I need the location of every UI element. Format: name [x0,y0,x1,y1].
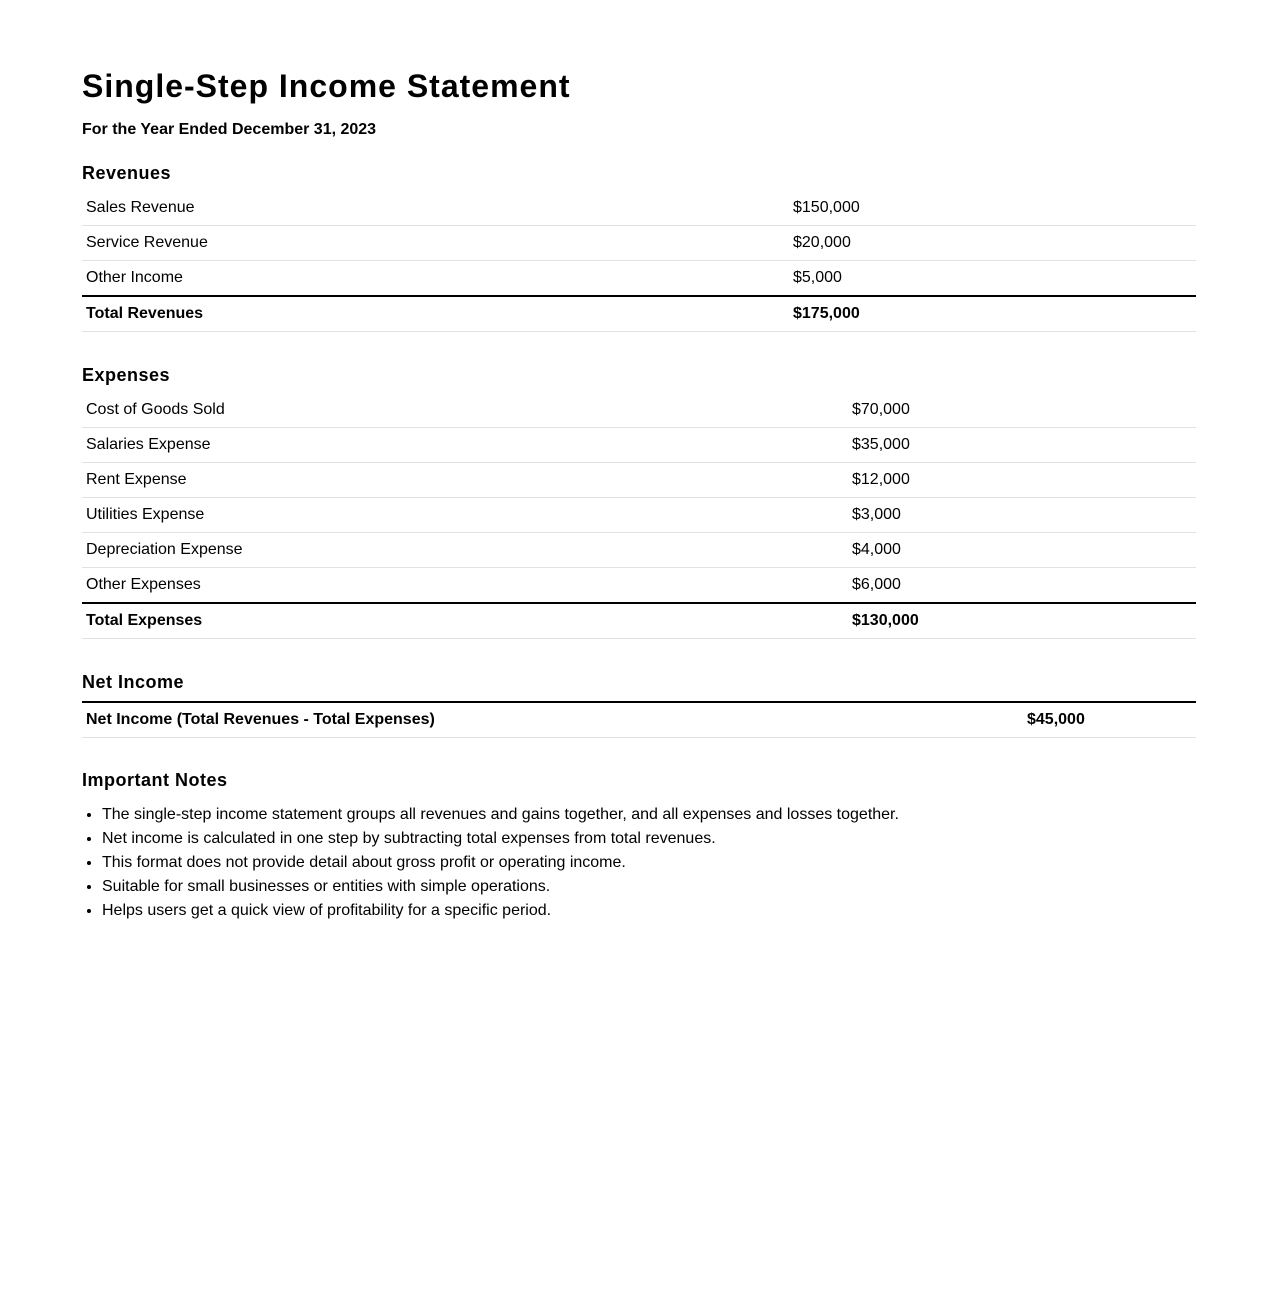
net-income-amount: $45,000 [1023,702,1196,738]
revenue-label: Service Revenue [82,226,789,261]
expense-amount: $70,000 [848,393,1196,428]
table-row [82,393,1196,428]
expense-label: Depreciation Expense [82,533,848,568]
table-row [82,428,1196,463]
total-expenses-amount: $130,000 [848,603,1196,639]
list-item: • The single-step income statement groups all revenues and gains together, and all expenses and losses together. [102,803,899,827]
revenue-label: Sales Revenue [82,191,789,226]
period-subtitle: For the Year Ended December 31, 2023 [82,121,377,138]
net-income-table [82,701,1196,738]
table-row [82,463,1196,498]
list-item: • Suitable for small businesses or entities with simple operations. [102,875,899,899]
expense-label: Rent Expense [82,463,848,498]
expense-label: Other Expenses [82,568,848,604]
expense-label: Salaries Expense [82,428,848,463]
expense-amount: $3,000 [848,498,1196,533]
revenue-amount: $5,000 [789,261,1196,297]
total-expenses-row [82,603,1196,639]
list-item: • This format does not provide detail about gross profit or operating income. [102,851,899,875]
table-row [82,261,1196,297]
table-row [82,568,1196,604]
table-row [82,191,1196,226]
total-revenues-label: Total Revenues [82,296,789,332]
expense-amount: $6,000 [848,568,1196,604]
total-expenses-label: Total Expenses [82,603,848,639]
table-row [82,533,1196,568]
expense-label: Cost of Goods Sold [82,393,848,428]
table-row [82,226,1196,261]
expense-label: Utilities Expense [82,498,848,533]
net-income-row [82,702,1196,738]
expense-amount: $35,000 [848,428,1196,463]
notes-heading: Important Notes [82,770,228,790]
net-income-label: Net Income (Total Revenues - Total Expenses) [82,702,1023,738]
total-revenues-row [82,296,1196,332]
notes-list [82,803,899,923]
page-title: Single-Step Income Statement [82,68,571,104]
list-item: • Helps users get a quick view of profitability for a specific period. [102,899,899,923]
list-item: • Net income is calculated in one step by subtracting total expenses from total revenues. [102,827,899,851]
revenues-heading: Revenues [82,163,172,183]
revenues-table [82,191,1196,332]
revenue-amount: $20,000 [789,226,1196,261]
revenue-amount: $150,000 [789,191,1196,226]
expenses-table [82,393,1196,639]
revenue-label: Other Income [82,261,789,297]
expenses-heading: Expenses [82,365,171,385]
total-revenues-amount: $175,000 [789,296,1196,332]
expense-amount: $12,000 [848,463,1196,498]
table-row [82,498,1196,533]
net-income-heading: Net Income [82,672,185,692]
expense-amount: $4,000 [848,533,1196,568]
